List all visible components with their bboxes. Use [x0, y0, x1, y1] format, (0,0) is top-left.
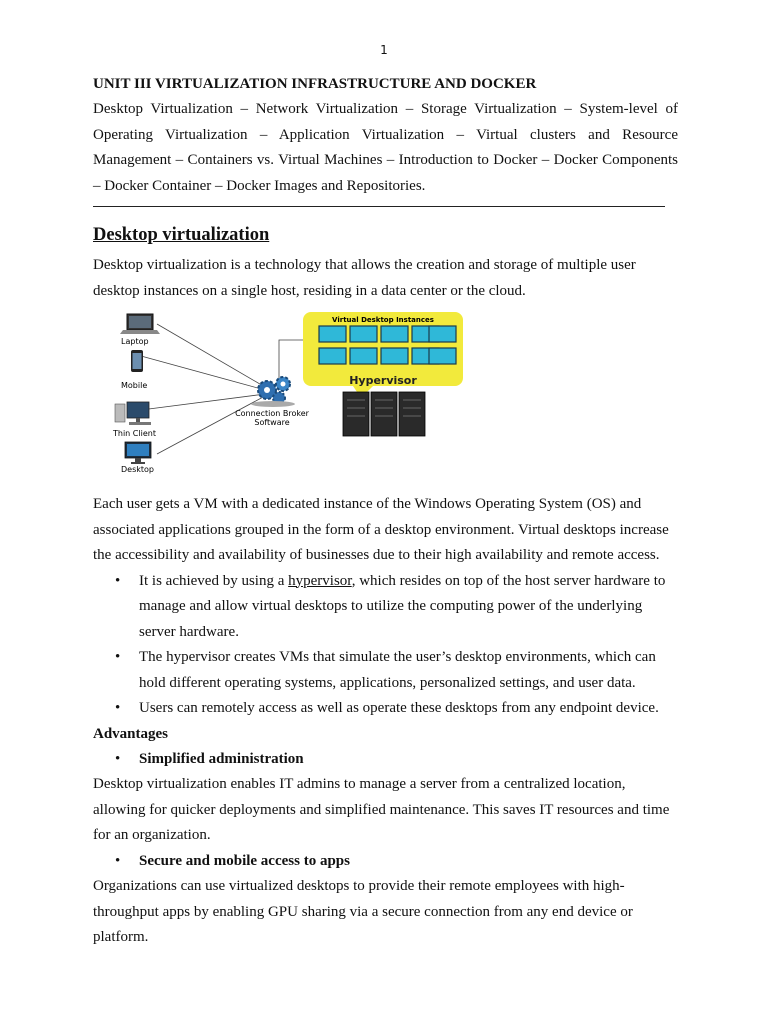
- hypervisor-label: Hypervisor: [349, 374, 417, 387]
- description-paragraph: Each user gets a VM with a dedicated instance of the Windows Operating System (OS) and associated applications grouped in the form of a desktop environment. Virtual desktops increase the accessibility and availability of businesses due to their high availability and remote access.: [93, 496, 669, 563]
- vm-screen-icon: [319, 348, 346, 364]
- vm-screen-icon: [429, 326, 456, 342]
- hypervisor-link[interactable]: hypervisor: [288, 572, 352, 589]
- gears-icon: [251, 377, 295, 407]
- server-rack-icon: [343, 392, 425, 436]
- horizontal-rule: [93, 206, 665, 207]
- unit-title: UNIT III VIRTUALIZATION INFRASTRUCTURE AND DOCKER: [93, 76, 537, 92]
- mobile-icon: [131, 350, 143, 372]
- document-body: [93, 72, 678, 951]
- bullet-icon: •: [115, 649, 121, 665]
- advantage-title: Simplified administration: [139, 750, 304, 767]
- list-item: • The hypervisor creates VMs that simulate the user’s desktop environments, which can hold different operating systems, applications, personalized settings, and user data.: [93, 645, 678, 696]
- thin-client-icon: [115, 402, 151, 425]
- bullet-icon: •: [115, 852, 121, 869]
- list-item: [93, 747, 678, 773]
- list-item: [93, 849, 678, 875]
- device-label: Laptop: [121, 337, 149, 346]
- device-label: Mobile: [121, 381, 148, 390]
- intro-paragraph: Desktop virtualization is a technology that allows the creation and storage of multiple user desktop instances on a single host, residing in a data center or the cloud.: [93, 257, 636, 299]
- advantages-heading: Advantages: [93, 725, 169, 742]
- vm-screen-icon: [350, 326, 377, 342]
- syllabus-text: Desktop Virtualization – Network Virtualization – Storage Virtualization – System-level of Operating Virtualization – Application Virtualization – Virtual clusters and Resource Management – Containers vs. Virtual Machines – Introduction to Docker – Docker Components – Docker Container – Docker Images and Repositories.: [93, 101, 678, 194]
- feature-list: [93, 569, 678, 722]
- vm-screen-icon: [350, 348, 377, 364]
- device-label: Thin Client: [113, 429, 156, 438]
- advantage-paragraph: Desktop virtualization enables IT admins to manage a server from a centralized location, allowing for quicker deployments and simplified maintenance. This saves IT resources and time for an organization.: [93, 776, 670, 843]
- advantage-list: [93, 747, 678, 773]
- vm-screen-icon: [381, 326, 408, 342]
- advantage-paragraph: Organizations can use virtualized desktops to provide their remote employees with high-throughput apps by enabling GPU sharing via a secure connection from any end device or platform.: [93, 878, 633, 945]
- vm-screen-icon: [319, 326, 346, 342]
- list-item: • It is achieved by using a hypervisor, which resides on top of the host server hardware to manage and allow virtual desktops to utilize the computing power of the underlying server hardware.: [93, 569, 678, 646]
- device-label: Desktop: [121, 465, 154, 474]
- page-number: 1: [380, 43, 388, 57]
- vm-screen-icon: [381, 348, 408, 364]
- broker-label: Software: [254, 418, 290, 427]
- bullet-icon: •: [115, 572, 121, 589]
- bullet-icon: •: [115, 750, 121, 767]
- advantage-title: Secure and mobile access to apps: [139, 852, 350, 869]
- desktop-icon: [125, 442, 151, 464]
- vm-screen-icon: [429, 348, 456, 364]
- desktop-virtualization-diagram: [107, 312, 487, 478]
- laptop-icon: [120, 314, 160, 334]
- bullet-icon: •: [115, 700, 121, 716]
- list-item: • Users can remotely access as well as operate these desktops from any endpoint device.: [93, 696, 678, 722]
- broker-label: Connection Broker: [235, 409, 309, 418]
- section-title: Desktop virtualization: [93, 225, 270, 245]
- connection-lines: [141, 324, 315, 454]
- diagram-svg: [107, 312, 487, 478]
- vdi-label: Virtual Desktop Instances: [332, 316, 434, 324]
- advantage-list: [93, 849, 678, 875]
